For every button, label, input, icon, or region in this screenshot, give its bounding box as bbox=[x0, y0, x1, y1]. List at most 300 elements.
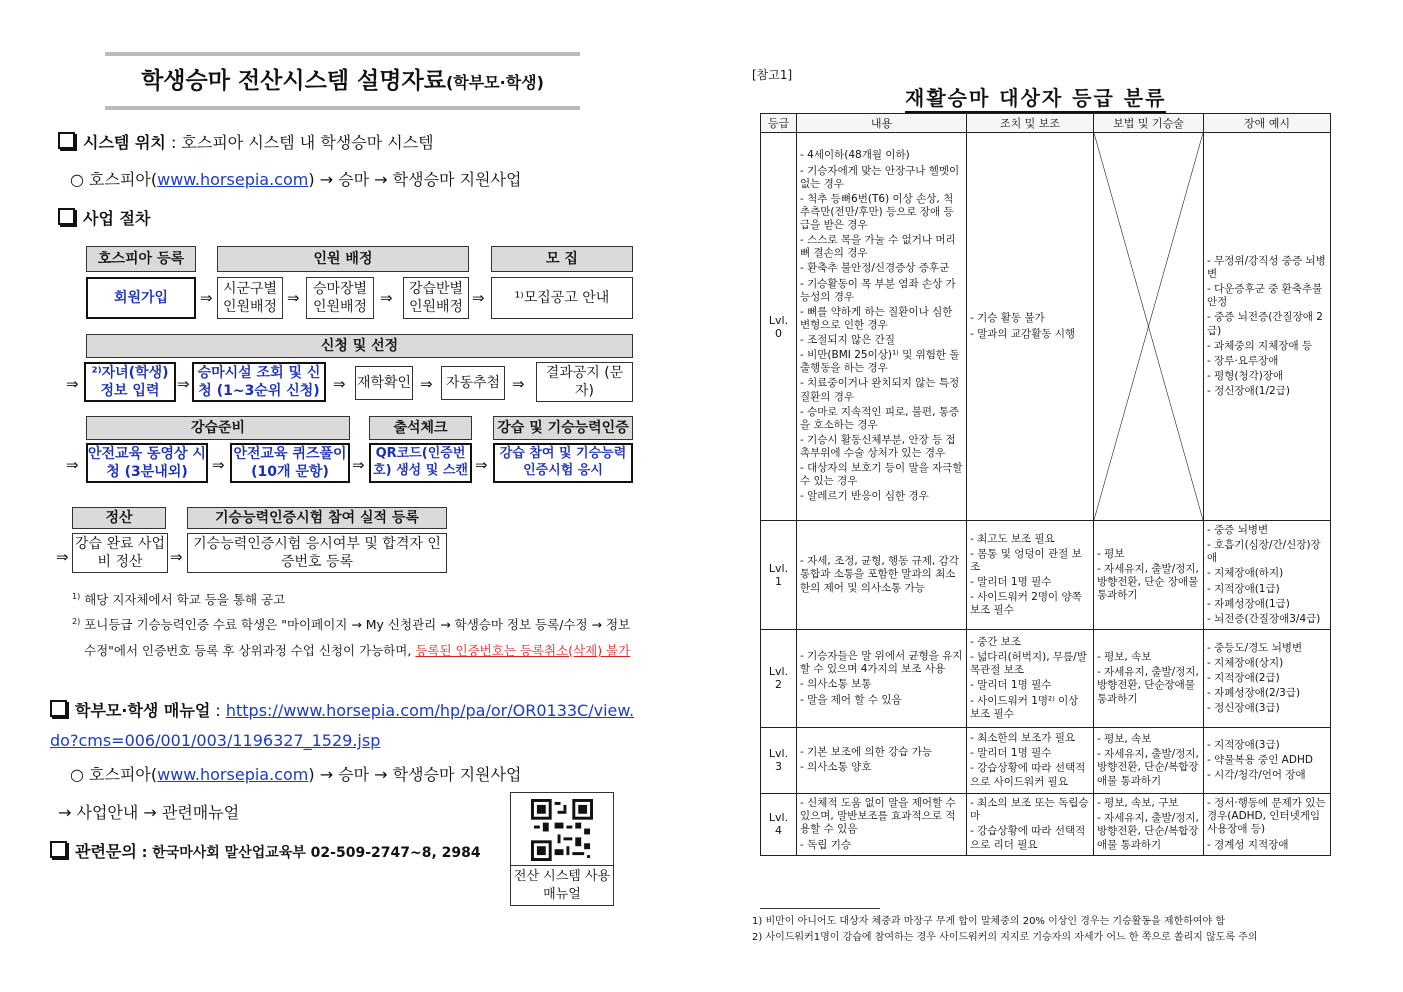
header-staff: 인원 배정 bbox=[217, 246, 469, 272]
grade-content-text: 스스로 목을 가눌 수 없거나 머리뼈 결손의 경우 bbox=[800, 234, 956, 260]
grade-content-item bbox=[800, 490, 963, 503]
contact-text: : 한국마사회 말산업교육부 02-509-2747~8, 2984 bbox=[136, 845, 481, 861]
grade-content-cell bbox=[797, 133, 967, 521]
bullet-dash: - bbox=[1207, 753, 1215, 766]
grade-examples-text: 호흡기(심장/간/신장)장애 bbox=[1207, 539, 1321, 565]
grade-examples-item bbox=[1207, 797, 1327, 836]
join-box: 회원가입 bbox=[86, 277, 196, 319]
bullet-dash: - bbox=[800, 164, 808, 177]
child-info-box: ²⁾자녀(학생) 정보 입력 bbox=[84, 362, 176, 402]
grade-content-item bbox=[800, 377, 963, 403]
grade-content-text: 대상자의 보호기 등이 말을 자극할 수 있는 경우 bbox=[800, 462, 963, 488]
col-header: 보법 및 기승술 bbox=[1094, 114, 1204, 133]
grade-content-text: 승마로 지속적인 피로, 불편, 통증을 호소하는 경우 bbox=[800, 405, 960, 431]
grade-aid-item bbox=[970, 591, 1090, 617]
notice-box: ¹⁾모집공고 안내 bbox=[491, 277, 633, 319]
arrow-icon: ⇒ bbox=[170, 548, 183, 566]
grade-content-text: 기승활동이 목 부분 염좌 손상 가능성의 경우 bbox=[800, 277, 956, 303]
grade-examples-cell bbox=[1204, 133, 1331, 521]
bullet-dash: - bbox=[970, 747, 978, 760]
grade-row bbox=[761, 133, 1331, 521]
bullet-dash: - bbox=[970, 312, 978, 325]
grade-aid-item bbox=[970, 576, 1090, 589]
qr-panel bbox=[510, 792, 614, 906]
grade-examples-item bbox=[1207, 539, 1327, 565]
grade-content-item bbox=[800, 555, 963, 594]
grade-examples-text: 과체중의 지체장애 등 bbox=[1214, 339, 1313, 352]
grade-examples-item bbox=[1207, 355, 1327, 368]
city-staff-box: 시군구별 인원배정 bbox=[217, 277, 283, 319]
grade-aid-text: 최고도 보조 필요 bbox=[977, 532, 1055, 545]
grade-aid-item bbox=[970, 825, 1090, 851]
class-staff-box: 강습반별 인원배정 bbox=[403, 277, 469, 319]
grade-examples-text: 약물복용 중인 ADHD bbox=[1214, 753, 1313, 766]
grade-table bbox=[760, 113, 1331, 856]
header-horsepia-reg: 호스피아 등록 bbox=[86, 246, 196, 272]
header-cert-reg: 기승능력인증시험 참여 실적 등록 bbox=[187, 507, 447, 529]
bullet-dash: - bbox=[800, 377, 808, 390]
col-header: 장애 예시 bbox=[1204, 114, 1331, 133]
grade-aid-text: 강습상황에 따라 선택적으로 리더 필요 bbox=[970, 825, 1086, 851]
grade-content-cell bbox=[797, 629, 967, 727]
grade-aid-text: 사이드워커 2명이 양쪽 보조 필수 bbox=[970, 591, 1082, 617]
grade-aid-text: 최소한의 보조가 필요 bbox=[977, 732, 1076, 745]
bullet-dash: - bbox=[970, 636, 978, 648]
grade-content-text: 기승시 활동신체부분, 안장 등 접촉부위에 수술 상처가 있는 경우 bbox=[800, 433, 956, 460]
bullet-dash: - bbox=[800, 234, 808, 247]
grade-aid-item bbox=[970, 732, 1090, 745]
grade-examples-text: 평형(청각)장애 bbox=[1214, 369, 1284, 382]
bullet-dash: - bbox=[1207, 641, 1215, 654]
grade-examples-text: 지적장애(3급) bbox=[1214, 738, 1280, 751]
grade-content-text: 환축추 불안정/신경증상 증후군 bbox=[807, 262, 950, 275]
bullet-dash: - bbox=[970, 732, 978, 745]
header-attendance: 출석체크 bbox=[369, 416, 472, 440]
grade-content-text: 뼈를 약하게 하는 질환이나 심한 변형으로 인한 경우 bbox=[800, 305, 953, 331]
grade-aid-item bbox=[970, 747, 1090, 760]
cert-detail-box: 기승능력인증시험 응시여부 및 합격자 인증번호 등록 bbox=[187, 533, 447, 573]
cross-out-icon bbox=[1094, 133, 1203, 520]
grade-aid-item bbox=[970, 533, 1090, 546]
grade-content-item bbox=[800, 234, 963, 260]
bullet-dash: - bbox=[1207, 582, 1215, 595]
grade-aid-item bbox=[970, 679, 1090, 692]
grade-examples-text: 중증 뇌전증(간질장애 2급) bbox=[1207, 311, 1323, 337]
note-2: $^{2)}$ 포니등급 기승능력인증 수료 학생은 "마이페이지 → My 신청관리 → 학생승마 정보 등록/수정 → 정보수정"에서 인증번호 등록 후 상위과정 수업 신청이 가능하며, 등록된 인증번호는 등록취소(삭제) 불가 bbox=[72, 616, 631, 658]
bullet-dash: - bbox=[800, 838, 808, 851]
note-2-warning: 등록된 인증번호는 등록취소(삭제) 불가 bbox=[415, 643, 631, 658]
grade-examples-item bbox=[1207, 598, 1327, 611]
bullet-dash: - bbox=[970, 327, 978, 340]
path-suffix: ) → 승마 → 학생승마 지원사업 bbox=[308, 170, 522, 189]
grade-examples-text: 지체장애(하지) bbox=[1214, 567, 1284, 580]
grade-level: Lvl. 4 bbox=[761, 793, 797, 855]
bullet-dash: - bbox=[1207, 597, 1215, 610]
grade-aid-text: 말리더 1명 필수 bbox=[977, 747, 1052, 760]
grade-content-text: 신체적 도움 없이 말을 제어할 수 있으며, 말반보조를 효과적으로 적용할 수 있음 bbox=[800, 797, 956, 836]
grade-gait-text: 자세유지, 출발/정지, 방향전환, 단순/복합장애물 통과하기 bbox=[1097, 812, 1199, 851]
footnotes bbox=[752, 914, 1352, 946]
grade-examples-cell bbox=[1204, 727, 1331, 793]
grade-content-text: 의사소통 보통 bbox=[807, 678, 872, 691]
grade-examples-text: 다운증후군 중 환축추불안정 bbox=[1207, 283, 1323, 309]
grade-examples-item bbox=[1207, 642, 1327, 655]
checkbox-square-icon bbox=[58, 132, 75, 149]
footnote-divider bbox=[760, 908, 880, 909]
grade-examples-text: 지적장애(1급) bbox=[1214, 582, 1280, 595]
grade-aid-item bbox=[970, 636, 1090, 649]
grade-row bbox=[761, 727, 1331, 793]
grade-content-cell bbox=[797, 727, 967, 793]
bullet-dash: - bbox=[970, 762, 978, 775]
grade-content-item bbox=[800, 149, 963, 162]
grade-content-item bbox=[800, 797, 963, 836]
grade-content-item bbox=[800, 462, 963, 488]
bullet-dash: - bbox=[800, 462, 808, 475]
grade-examples-item bbox=[1207, 567, 1327, 580]
attend-exam-box: 강습 참여 및 기승능력인증시험 응시 bbox=[493, 443, 633, 483]
reference-label: [참고1] bbox=[752, 68, 793, 82]
horsepia-link[interactable]: www.horsepia.com bbox=[157, 170, 309, 189]
grade-gait-cell bbox=[1094, 629, 1204, 727]
bullet-dash: - bbox=[800, 305, 808, 318]
grade-examples-text: 자폐성장애(2/3급) bbox=[1214, 686, 1301, 699]
grade-examples-text: 뇌전증(간질장애3/4급) bbox=[1214, 612, 1321, 625]
grade-level: Lvl. 2 bbox=[761, 629, 797, 727]
footnote-1: 1) 비만이 아니어도 대상자 체중과 마장구 무게 합이 말체중의 20% 이상인 경우는 기승활동을 제한하여야 함 bbox=[752, 916, 1226, 927]
grade-aid-text: 기승 활동 불가 bbox=[977, 312, 1045, 325]
header-prep: 강습준비 bbox=[86, 416, 350, 440]
grade-aid-text: 넓다리(허벅지), 무릎/발목관절 보조 bbox=[970, 651, 1087, 677]
arrow-icon: ⇒ bbox=[56, 548, 69, 566]
arrow-icon: ⇒ bbox=[380, 289, 393, 307]
bullet-dash: - bbox=[1207, 311, 1215, 324]
grade-aid-cell bbox=[967, 793, 1094, 855]
farm-search-box: 승마시설 조회 및 신청 (1~3순위 신청) bbox=[192, 362, 326, 402]
bullet-dash: - bbox=[1207, 838, 1215, 851]
grade-content-cell bbox=[797, 521, 967, 630]
grade-aid-cell bbox=[967, 133, 1094, 521]
grade-content-item bbox=[800, 306, 963, 332]
bullet-dash: - bbox=[800, 277, 808, 290]
grade-gait-text: 평보, 속보, 구보 bbox=[1104, 797, 1179, 810]
grade-content-item bbox=[800, 262, 963, 275]
header-recruit: 모 집 bbox=[491, 246, 633, 272]
manual-label: 학부모·학생 매뉴얼 bbox=[75, 701, 211, 720]
grade-examples-text: 정서·행동에 문제가 있는 경우(ADHD, 인터넷게임사용장애 등) bbox=[1207, 797, 1326, 836]
horsepia-path-2 bbox=[70, 762, 521, 785]
grade-content-text: 치료중이거나 완치되지 않는 특정 질환의 경우 bbox=[800, 377, 960, 403]
recheck-box: 재학확인 bbox=[355, 366, 413, 400]
bullet-dash: - bbox=[1097, 797, 1105, 810]
grade-examples-text: 중증 뇌병변 bbox=[1214, 524, 1269, 536]
manual-section bbox=[50, 696, 640, 756]
grade-aid-item bbox=[970, 762, 1090, 788]
grade-content-item bbox=[800, 193, 963, 232]
grade-gait-item bbox=[1097, 651, 1200, 664]
grade-content-text: 조절되지 않은 간질 bbox=[807, 334, 895, 347]
grade-examples-item bbox=[1207, 385, 1327, 398]
bullet-dash: - bbox=[970, 591, 978, 604]
system-location-label: 시스템 위치 bbox=[83, 133, 166, 152]
grade-examples-text: 중등도/경도 뇌병변 bbox=[1214, 641, 1303, 654]
bullet-dash: - bbox=[1207, 702, 1215, 715]
grade-gait-text: 자세유지, 출발/정지, 방향전환, 단순 장애물 통과하기 bbox=[1097, 562, 1199, 602]
system-location-section bbox=[58, 130, 434, 153]
grade-content-item bbox=[800, 761, 963, 774]
grade-gait-text: 자세유지, 출발/정지, 방향전환, 단순/복합장애물 통과하기 bbox=[1097, 748, 1199, 787]
manual-path: → 사업안내 → 관련매뉴얼 bbox=[58, 803, 240, 822]
safety-video-box: 안전교육 동영상 시청 (3분내외) bbox=[86, 443, 208, 483]
horsepia-path bbox=[70, 167, 521, 190]
bullet-dash: - bbox=[1207, 339, 1215, 352]
grade-aid-cell bbox=[967, 629, 1094, 727]
arrow-icon: ⇒ bbox=[472, 289, 485, 307]
grade-aid-item bbox=[970, 797, 1090, 823]
checkbox-square-icon bbox=[50, 700, 67, 717]
procedure-section bbox=[58, 206, 150, 229]
bullet-dash: - bbox=[1207, 524, 1215, 536]
bullet-dash: - bbox=[1207, 354, 1215, 367]
grade-examples-item bbox=[1207, 613, 1327, 626]
grade-gait-text: 평보, 속보 bbox=[1104, 651, 1152, 664]
grade-content-item bbox=[800, 650, 963, 676]
farm-staff-box: 승마장별 인원배정 bbox=[306, 277, 374, 319]
grade-aid-item bbox=[970, 312, 1090, 325]
grade-examples-item bbox=[1207, 687, 1327, 700]
bullet-dash: - bbox=[800, 693, 808, 706]
bullet-dash: - bbox=[800, 149, 808, 162]
grade-examples-item bbox=[1207, 754, 1327, 767]
bullet-dash: - bbox=[800, 405, 808, 418]
grade-examples-item bbox=[1207, 657, 1327, 670]
grade-examples-item bbox=[1207, 672, 1327, 685]
bullet-dash: - bbox=[970, 575, 978, 588]
contact-section bbox=[50, 839, 481, 862]
qr-code-icon[interactable] bbox=[531, 799, 593, 861]
grade-level: Lvl. 0 bbox=[761, 133, 797, 521]
grade-content-text: 의사소통 양호 bbox=[807, 761, 872, 774]
bullet-dash: - bbox=[800, 433, 808, 446]
grade-aid-cell bbox=[967, 521, 1094, 630]
bullet-dash: - bbox=[1097, 651, 1105, 664]
bullet-dash: - bbox=[1097, 562, 1105, 575]
bullet-dash: - bbox=[800, 797, 808, 810]
bullet-dash: - bbox=[800, 650, 808, 663]
path-prefix: ○ 호스피아( bbox=[70, 170, 158, 189]
grade-examples-item bbox=[1207, 769, 1327, 782]
bullet-dash: - bbox=[1097, 666, 1105, 679]
note-1: $^{1)}$ 해당 지자체에서 학교 등을 통해 공고 bbox=[72, 591, 286, 607]
manual-colon: : bbox=[210, 701, 226, 720]
bullet-dash: - bbox=[800, 490, 808, 503]
bullet-dash: - bbox=[1097, 733, 1105, 746]
grade-gait-item bbox=[1097, 812, 1200, 851]
arrow-icon: ⇒ bbox=[420, 375, 433, 393]
auto-draw-box: 자동추첨 bbox=[441, 366, 505, 400]
grade-row bbox=[761, 629, 1331, 727]
grade-content-item bbox=[800, 746, 963, 759]
bullet-dash: - bbox=[800, 262, 808, 275]
grade-content-item bbox=[800, 278, 963, 304]
result-box: 결과공지 (문자) bbox=[536, 362, 633, 402]
grade-examples-text: 정신장애(3급) bbox=[1214, 702, 1280, 715]
qr-box: QR코드(인증번호) 생성 및 스캔 bbox=[369, 443, 472, 483]
bullet-dash: - bbox=[970, 651, 978, 664]
col-header: 내용 bbox=[797, 114, 967, 133]
safety-quiz-box: 안전교육 퀴즈풀이 (10개 문항) bbox=[230, 443, 350, 483]
bullet-dash: - bbox=[1207, 254, 1215, 267]
grade-gait-cell bbox=[1094, 793, 1204, 855]
arrow-icon: ⇒ bbox=[177, 375, 190, 393]
arrow-icon: ⇒ bbox=[475, 456, 488, 474]
bullet-dash: - bbox=[1207, 612, 1215, 625]
bullet-dash: - bbox=[1207, 385, 1215, 397]
grade-aid-text: 중간 보조 bbox=[977, 636, 1022, 648]
header-apply: 신청 및 선정 bbox=[86, 334, 633, 358]
page-title bbox=[105, 52, 580, 110]
procedure-label: 사업 절차 bbox=[83, 209, 151, 228]
grade-gait-cell bbox=[1094, 727, 1204, 793]
complete-box: 강습 완료 사업비 정산 bbox=[72, 533, 168, 573]
grade-level: Lvl. 1 bbox=[761, 521, 797, 630]
grade-content-item bbox=[800, 678, 963, 691]
bullet-dash: - bbox=[1097, 812, 1105, 825]
grade-content-text: 4세이하(48개월 이하) bbox=[807, 149, 910, 162]
arrow-icon: ⇒ bbox=[66, 456, 79, 474]
grade-gait-item bbox=[1097, 666, 1200, 705]
bullet-dash: - bbox=[1207, 567, 1215, 580]
grade-content-text: 알레르기 반응이 심한 경우 bbox=[807, 490, 929, 503]
grade-content-text: 기승자에게 맞는 안장구나 헬멧이 없는 경우 bbox=[800, 164, 960, 190]
bullet-dash: - bbox=[970, 825, 978, 838]
grade-examples-text: 자폐성장애(1급) bbox=[1214, 597, 1290, 610]
grade-examples-item bbox=[1207, 311, 1327, 337]
bullet-dash: - bbox=[970, 547, 978, 560]
grade-content-text: 자세, 조정, 균형, 행동 규제, 감각 통합과 소통을 포함한 말과의 최소한의 제어 및 의사소통 가능 bbox=[800, 555, 959, 594]
horsepia-link-2[interactable]: www.horsepia.com bbox=[157, 765, 309, 784]
bullet-dash: - bbox=[800, 555, 808, 568]
bullet-dash: - bbox=[800, 746, 808, 759]
grade-content-text: 기본 보조에 의한 강습 가능 bbox=[807, 746, 933, 759]
arrow-icon: ⇒ bbox=[212, 456, 225, 474]
bullet-dash: - bbox=[1207, 283, 1215, 296]
grade-content-item bbox=[800, 839, 963, 852]
grade-level: Lvl. 3 bbox=[761, 727, 797, 793]
grade-gait-item bbox=[1097, 733, 1200, 746]
grade-content-item bbox=[800, 434, 963, 460]
grade-examples-item bbox=[1207, 583, 1327, 596]
grade-aid-text: 몸통 및 엉덩이 관절 보조 bbox=[970, 547, 1082, 573]
grade-examples-text: 지적장애(2급) bbox=[1214, 671, 1280, 684]
grade-row bbox=[761, 521, 1331, 630]
checkbox-square-icon bbox=[58, 208, 75, 225]
grade-aid-cell bbox=[967, 727, 1094, 793]
grade-row bbox=[761, 793, 1331, 855]
grade-examples-text: 무정위/강직성 중증 뇌병변 bbox=[1207, 254, 1326, 280]
grade-gait-text: 자세유지, 출발/정지, 방향전환, 단순장애물 통과하기 bbox=[1097, 666, 1199, 705]
bullet-dash: - bbox=[1097, 748, 1105, 761]
bullet-dash: - bbox=[970, 797, 978, 810]
grade-content-cell bbox=[797, 793, 967, 855]
grade-gait-cell bbox=[1094, 521, 1204, 630]
grade-aid-item bbox=[970, 651, 1090, 677]
title-sub: (학부모·학생) bbox=[445, 73, 544, 92]
grade-gait-item bbox=[1097, 748, 1200, 787]
arrow-icon: ⇒ bbox=[287, 289, 300, 307]
grade-examples-item bbox=[1207, 524, 1327, 537]
grade-examples-cell bbox=[1204, 521, 1331, 630]
grade-aid-text: 최소의 보조 또는 독립승마 bbox=[970, 797, 1089, 823]
grade-aid-text: 말리더 1명 필수 bbox=[977, 679, 1052, 692]
bullet-dash: - bbox=[970, 532, 978, 545]
bullet-dash: - bbox=[1207, 738, 1215, 751]
bullet-dash: - bbox=[1207, 686, 1215, 699]
note-2-text: 포니등급 기승능력인증 수료 학생은 "마이페이지 → My 신청관리 → 학생승마 정보 등록/수정 → 정보수정"에서 인증번호 등록 후 상위과정 수업 신청이 가능하며, bbox=[84, 616, 631, 658]
grade-gait-item bbox=[1097, 563, 1200, 602]
system-location-text: : 호스피아 시스템 내 학생승마 시스템 bbox=[165, 133, 434, 152]
contact-label: 관련문의 bbox=[75, 842, 137, 861]
grade-examples-text: 장루·요루장애 bbox=[1214, 354, 1279, 367]
grade-gait-text: 평보, 속보 bbox=[1104, 733, 1152, 746]
qr-caption: 전산 시스템 사용 매뉴얼 bbox=[511, 865, 613, 904]
bullet-dash: - bbox=[800, 334, 808, 347]
bullet-dash: - bbox=[1097, 547, 1105, 560]
grade-examples-cell bbox=[1204, 793, 1331, 855]
col-header: 조치 및 보조 bbox=[967, 114, 1094, 133]
grade-gait-cell bbox=[1094, 133, 1204, 521]
grade-examples-item bbox=[1207, 283, 1327, 309]
grade-content-item bbox=[800, 165, 963, 191]
grade-content-item bbox=[800, 349, 963, 375]
grade-gait-item bbox=[1097, 548, 1200, 561]
grade-content-item bbox=[800, 334, 963, 347]
bullet-dash: - bbox=[800, 678, 808, 691]
grade-aid-text: 말과의 교감활동 시행 bbox=[977, 327, 1076, 340]
grade-examples-text: 시각/청각/언어 장애 bbox=[1214, 768, 1306, 781]
note-1-text: 해당 지자체에서 학교 등을 통해 공고 bbox=[84, 592, 286, 607]
arrow-icon: ⇒ bbox=[200, 289, 213, 307]
grade-aid-text: 강습상황에 따라 선택적으로 사이드워커 필요 bbox=[970, 762, 1086, 788]
footnote-2: 2) 사이드워커1명이 강습에 참여하는 경우 사이드워커의 지지로 기승자의 자세가 어느 한 쪽으로 쏠리지 않도록 주의 bbox=[752, 932, 1258, 943]
bullet-dash: - bbox=[800, 349, 808, 362]
grade-examples-item bbox=[1207, 702, 1327, 715]
grade-aid-item bbox=[970, 328, 1090, 341]
grade-aid-text: 사이드워커 1명²⁾ 이상 보조 필수 bbox=[970, 694, 1079, 720]
bullet-dash: - bbox=[1207, 539, 1215, 552]
path2-prefix: ○ 호스피아( bbox=[70, 765, 158, 784]
arrow-icon: ⇒ bbox=[66, 375, 79, 393]
grade-table-title: 재활승마 대상자 등급 분류 bbox=[905, 82, 1166, 113]
grade-examples-item bbox=[1207, 255, 1327, 281]
checkbox-square-icon bbox=[50, 841, 67, 858]
arrow-icon: ⇒ bbox=[333, 375, 346, 393]
bullet-dash: - bbox=[800, 192, 808, 205]
bullet-dash: - bbox=[1207, 768, 1215, 781]
grade-examples-text: 경계성 지적장애 bbox=[1214, 838, 1289, 851]
grade-content-text: 독립 기승 bbox=[807, 838, 852, 851]
grade-examples-item bbox=[1207, 839, 1327, 852]
bullet-dash: - bbox=[1207, 671, 1215, 684]
bullet-dash: - bbox=[800, 761, 808, 774]
grade-examples-text: 정신장애(1/2급) bbox=[1214, 385, 1290, 397]
notes bbox=[72, 588, 637, 664]
grade-content-text: 기승자들은 말 위에서 균형을 유지할 수 있으며 4가지의 보조 사용 bbox=[800, 650, 963, 676]
title-main: 학생승마 전산시스템 설명자료 bbox=[141, 68, 446, 94]
grade-table-header bbox=[761, 114, 1331, 133]
bullet-dash: - bbox=[970, 679, 978, 692]
manual-url-link[interactable]: https://www.horsepia.com/hp/pa/or/OR0133C/view.do?cms=006/001/003/1196327_1529.jsp bbox=[50, 701, 635, 750]
